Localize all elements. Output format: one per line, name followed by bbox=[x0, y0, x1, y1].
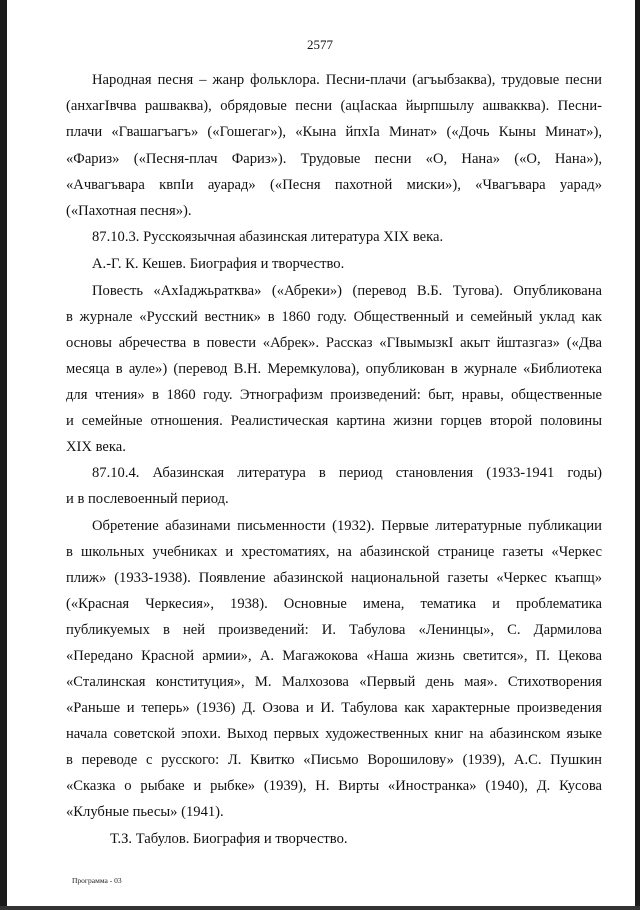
text-line: «Раньше и теперь» (1936) Д. Озова и И. Табулова как характерные произведения bbox=[66, 700, 602, 716]
scan-edge-left bbox=[0, 0, 7, 910]
text-line: публикуемых в ней произведений: И. Табулова «Ленинцы», С. Дармилова bbox=[66, 622, 602, 638]
text-line: («Пахотная песня»). bbox=[66, 203, 192, 219]
subsection-heading: Т.З. Табулов. Биография и творчество. bbox=[110, 831, 348, 847]
text-line: основы абречества в повести «Абрек». Рассказ «ГIвымызкI акыт йштазгаз» («Два bbox=[66, 335, 602, 351]
text-line: Народная песня – жанр фольклора. Песни-плачи (агъыбзаква), трудовые песни bbox=[92, 72, 602, 88]
text-line: «Сказка о рыбаке и рыбке» (1939), Н. Вирты «Иностранка» (1940), Д. Кусова bbox=[66, 778, 602, 794]
text-line: в школьных учебниках и хрестоматиях, на абазинской странице газеты «Черкес bbox=[66, 544, 602, 560]
text-line: (анхагIвчва рашваква), обрядовые песни (ацIаскаа йырпшылу ашвакква). Песни- bbox=[66, 98, 602, 114]
section-heading: 87.10.4. Абазинская литература в период становления (1933-1941 годы) bbox=[92, 465, 602, 481]
text-line: месяца в ауле») (перевод В.Н. Меремкулова), опубликован в журнале «Библиотека bbox=[66, 361, 602, 377]
subsection-heading: А.-Г. К. Кешев. Биография и творчество. bbox=[92, 256, 345, 272]
text-line: Повесть «АхIаджьратква» («Абреки») (перевод В.Б. Тугова). Опубликована bbox=[92, 283, 602, 299]
text-line: XIX века. bbox=[66, 439, 126, 455]
footer-program-code: Программа - 03 bbox=[72, 876, 122, 885]
text-line: плиж» (1933-1938). Появление абазинской национальной газеты «Черкес къапщ» bbox=[66, 570, 602, 586]
text-line: и семейные отношения. Реалистическая картина жизни горцев второй половины bbox=[66, 413, 602, 429]
text-line: «Клубные пьесы» (1941). bbox=[66, 804, 224, 820]
text-line: «Ачвагъвара квпIи ауарад» («Песня пахотной миски»), «Чвагъвара уарад» bbox=[66, 177, 602, 193]
scan-edge-right bbox=[635, 0, 640, 910]
text-line: в переводе с русского: Л. Квитко «Письмо Ворошилову» (1939), А.С. Пушкин bbox=[66, 752, 602, 768]
section-heading: 87.10.3. Русскоязычная абазинская литература XIX века. bbox=[92, 229, 444, 245]
text-line: («Красная Черкесия», 1938). Основные имена, тематика и проблематика bbox=[66, 596, 602, 612]
text-line: «Сталинская конституция», М. Малхозова «Первый день мая». Стихотворения bbox=[66, 674, 602, 690]
text-line: плачи «Гвашагъагъ» («Гошегаг»), «Кына йпхIа Минат» («Дочь Кыны Минат»), bbox=[66, 124, 602, 140]
section-heading: и в послевоенный период. bbox=[66, 491, 229, 507]
page-number: 2577 bbox=[307, 37, 333, 52]
scan-edge-bottom bbox=[0, 906, 640, 910]
text-line: для чтения» в 1860 году. Этнографизм произведений: быт, нравы, общественные bbox=[66, 387, 602, 403]
text-line: начала советской эпохи. Выход первых художественных книг на абазинском языке bbox=[66, 726, 602, 742]
text-line: в журнале «Русский вестник» в 1860 году. Общественный и семейный уклад как bbox=[66, 309, 602, 325]
text-line: «Фариз» («Песня-плач Фариз»). Трудовые песни «О, Нана» («О, Нана»), bbox=[66, 151, 602, 167]
text-line: «Передано Красной армии», А. Магажокова «Наша жизнь светится», П. Цекова bbox=[66, 648, 602, 664]
text-line: Обретение абазинами письменности (1932). Первые литературные публикации bbox=[92, 518, 602, 534]
